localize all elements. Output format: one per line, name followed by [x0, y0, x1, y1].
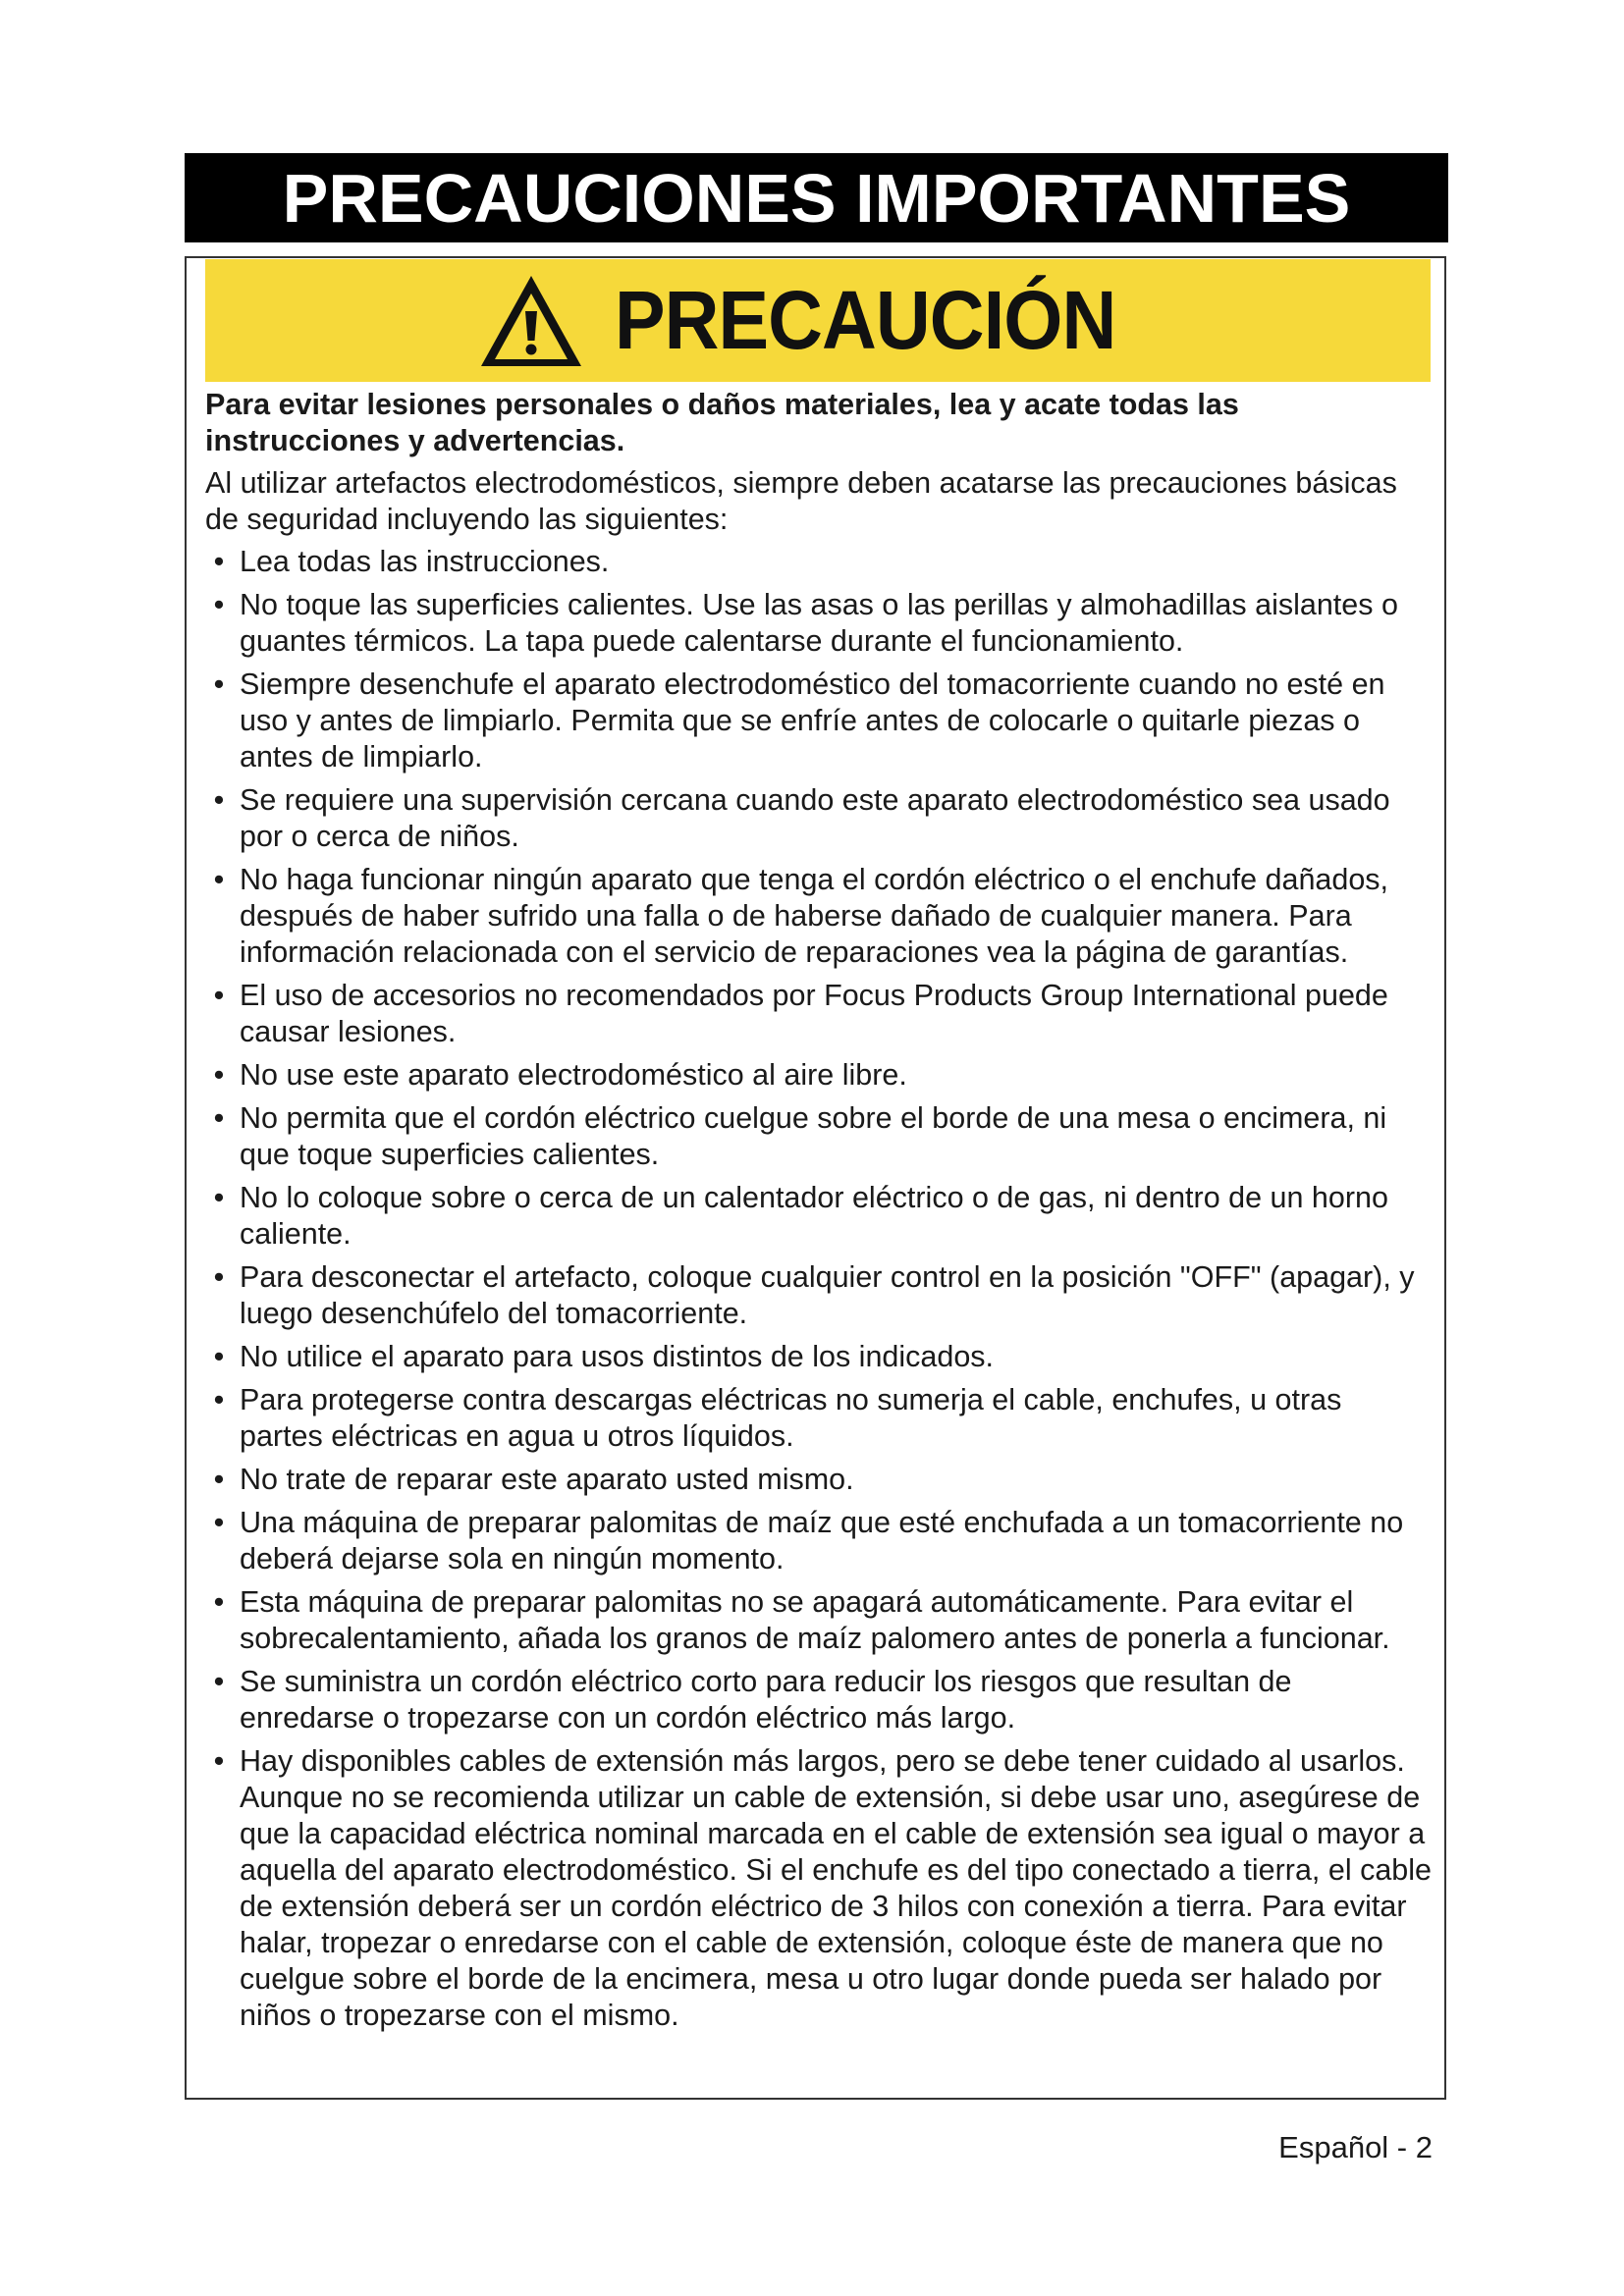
list-item-text: No utilice el aparato para usos distintos de los indicados.: [240, 1340, 995, 1373]
bullet-icon: •: [213, 1260, 225, 1294]
title-bar: [185, 153, 1448, 242]
page-title: PRECAUCIONES IMPORTANTES: [282, 159, 1351, 237]
list-item-text: Hay disponibles cables de extensión más largos, pero se debe tener cuidado al usarlos. Aunque no se recomienda utilizar un cable de extensión, si debe usar uno, asegúrese de que la capacidad eléctrica nominal marcada en el cable de extensión sea igual o mayor a aquella del aparato electrodoméstico. Si el enchufe es del tipo conectado a tierra, el cable de extensión deberá ser un cordón eléctrico de 3 hilos con conexión a tierra. Para evitar halar, tropezar o enredarse con el cable de extensión, coloque éste de manera que no cuelgue sobre el borde de la encimera, mesa u otro lugar donde pueda ser halado por niños o tropezarse con el mismo.: [240, 1744, 1432, 2032]
bullet-icon: •: [213, 545, 225, 578]
page-number: Español - 2: [1278, 2130, 1433, 2164]
bullet-icon: •: [213, 588, 225, 621]
list-item: [205, 544, 1433, 580]
bullet-icon: •: [213, 1585, 225, 1619]
list-item-text: No permita que el cordón eléctrico cuelgue sobre el borde de una mesa o encimera, ni que toque superficies calientes.: [240, 1101, 1387, 1171]
caution-label: PRECAUCIÓN: [614, 274, 1115, 366]
intro-text: Al utilizar artefactos electrodomésticos, siempre deben acatarse las precauciones básicas de seguridad incluyendo las siguientes:: [205, 466, 1397, 536]
list-item-text: El uso de accesorios no recomendados por Focus Products Group International puede causar lesiones.: [240, 979, 1388, 1048]
list-item: [205, 1382, 1433, 1455]
list-item-text: No use este aparato electrodoméstico al aire libre.: [240, 1058, 907, 1092]
list-item-text: Para protegerse contra descargas eléctricas no sumerja el cable, enchufes, u otras partes eléctricas en agua u otros líquidos.: [240, 1383, 1342, 1453]
safety-content: [205, 387, 1433, 2041]
list-item: [205, 1100, 1433, 1173]
list-item: [205, 1462, 1433, 1498]
bullet-icon: •: [213, 1101, 225, 1135]
list-item: [205, 1180, 1433, 1253]
warning-triangle-icon: [477, 272, 585, 370]
list-item-text: Se suministra un cordón eléctrico corto para reducir los riesgos que resultan de enredarse o tropezarse con un cordón eléctrico más largo.: [240, 1665, 1292, 1735]
precautions-list: [205, 544, 1433, 2034]
list-item-text: Se requiere una supervisión cercana cuando este aparato electrodoméstico sea usado por o cerca de niños.: [240, 783, 1390, 853]
bullet-icon: •: [213, 1340, 225, 1373]
list-item-text: No lo coloque sobre o cerca de un calentador eléctrico o de gas, ni dentro de un horno caliente.: [240, 1181, 1388, 1251]
list-item: [205, 978, 1433, 1050]
list-item-text: Esta máquina de preparar palomitas no se apagará automáticamente. Para evitar el sobrecalentamiento, añada los granos de maíz palomero antes de ponerla a funcionar.: [240, 1585, 1390, 1655]
list-item-text: Lea todas las instrucciones.: [240, 545, 610, 578]
list-item: [205, 1664, 1433, 1736]
list-item-text: No toque las superficies calientes. Use las asas o las perillas y almohadillas aislantes o guantes térmicos. La tapa puede calentarse durante el funcionamiento.: [240, 588, 1398, 658]
list-item: [205, 1584, 1433, 1657]
bullet-icon: •: [213, 1383, 225, 1416]
list-item-text: Para desconectar el artefacto, coloque cualquier control en la posición "OFF" (apagar), y luego desenchúfelo del tomacorriente.: [240, 1260, 1415, 1330]
list-item-text: No trate de reparar este aparato usted mismo.: [240, 1463, 854, 1496]
list-item: [205, 1743, 1433, 2034]
list-item-text: Siempre desenchufe el aparato electrodoméstico del tomacorriente cuando no esté en uso y antes de limpiarlo. Permita que se enfríe antes de colocarle o quitarle piezas o antes de limpiarlo.: [240, 667, 1385, 774]
list-item-text: Una máquina de preparar palomitas de maíz que esté enchufada a un tomacorriente no deberá dejarse sola en ningún momento.: [240, 1506, 1404, 1575]
list-item: [205, 587, 1433, 660]
caution-banner: [205, 259, 1431, 382]
bullet-icon: •: [213, 667, 225, 701]
bullet-icon: •: [213, 783, 225, 817]
bullet-icon: •: [213, 979, 225, 1012]
list-item: [205, 1339, 1433, 1375]
bullet-icon: •: [213, 1463, 225, 1496]
bullet-icon: •: [213, 1058, 225, 1092]
intro-bold-text: Para evitar lesiones personales o daños materiales, lea y acate todas las instrucciones y advertencias.: [205, 388, 1239, 457]
bullet-icon: •: [213, 1744, 225, 1778]
list-item: [205, 1505, 1433, 1577]
list-item: [205, 1259, 1433, 1332]
list-item: [205, 667, 1433, 775]
list-item-text: No haga funcionar ningún aparato que tenga el cordón eléctrico o el enchufe dañados, después de haber sufrido una falla o de haberse dañado de cualquier manera. Para información relacionada con el servicio de reparaciones vea la página de garantías.: [240, 863, 1389, 969]
bullet-icon: •: [213, 1665, 225, 1698]
list-item: [205, 1057, 1433, 1094]
bullet-icon: •: [213, 1181, 225, 1214]
list-item: [205, 862, 1433, 971]
bullet-icon: •: [213, 863, 225, 896]
list-item: [205, 782, 1433, 855]
bullet-icon: •: [213, 1506, 225, 1539]
